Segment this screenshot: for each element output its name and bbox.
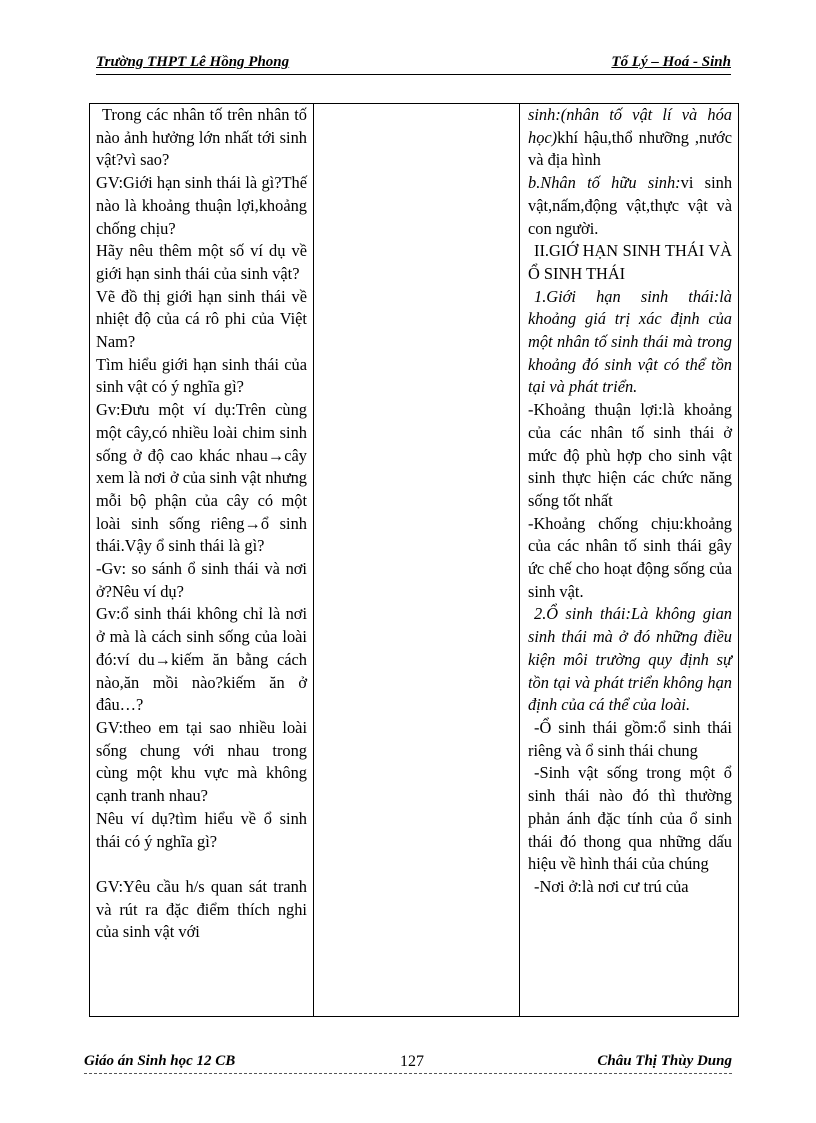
section-title: II.GIỚ HẠN SINH THÁI VÀ Ổ SINH THÁI xyxy=(528,241,732,283)
left-paragraph: GV:Yêu cầu h/s quan sát tranh và rút ra đặc điểm thích nghi của sinh vật với xyxy=(96,876,307,942)
student-activity-column xyxy=(314,104,520,1017)
footer-author: Châu Thị Thùy Dung xyxy=(597,1053,732,1069)
content-column xyxy=(520,104,739,1017)
left-paragraph: Tìm hiểu giới hạn sinh thái của sinh vật có ý nghĩa gì? xyxy=(96,354,307,397)
right-paragraph: sinh:(nhân tố vật lí và hóa học)khí hậu,thổ nhưỡng ,nước và địa hình xyxy=(528,105,732,170)
left-paragraph: Trong các nhân tố trên nhân tố nào ảnh hưởng lớn nhất tới sinh vật?vì sao? xyxy=(96,105,307,170)
lesson-table xyxy=(89,103,739,1017)
footer-title: Giáo án Sinh học 12 CB xyxy=(84,1053,236,1069)
left-paragraph: Gv:ổ sinh thái không chỉ là nơi ở mà là cách sinh sống của loài đó:ví du→kiếm ăn bằng cách nào,ăn mồi nào?kiếm ăn ở đâu…? xyxy=(96,604,307,715)
left-paragraph: Nêu ví dụ?tìm hiểu về ổ sinh thái có ý nghĩa gì? xyxy=(96,808,307,851)
right-paragraph: 1.Giới hạn sinh thái:là khoảng giá trị xác định của một nhân tố sinh thái mà trong khoảng đó sinh vật có thể tồn tại và phát triển. xyxy=(528,286,732,397)
teacher-activity-column xyxy=(90,104,314,1017)
page-number: 127 xyxy=(400,1053,424,1070)
left-paragraph: Gv:Đưu một ví dụ:Trên cùng một cây,có nhiều loài chim sinh sống ở độ cao khác nhau→cây xem là nơi ở của sinh vật nhưng mỗi bộ phận của cây có một loài sinh sống riêng→ổ sinh thái.Vậy ổ sinh thái là gì? xyxy=(96,400,307,556)
left-paragraph: GV:theo em tại sao nhiều loài sống chung với nhau trong cùng một khu vực mà không cạnh tranh nhau? xyxy=(96,717,307,806)
left-paragraph: -Gv: so sánh ổ sinh thái và nơi ở?Nêu ví dụ? xyxy=(96,559,307,601)
left-paragraph: Hãy nêu thêm một số ví dụ về giới hạn sinh thái của sinh vật? xyxy=(96,241,307,283)
right-paragraph: -Khoảng chống chịu:khoảng của các nhân tố sinh thái gây ức chế cho hoạt động sống của sinh vật. xyxy=(528,513,732,601)
right-paragraph: b.Nhân tố hữu sinh:vi sinh vật,nấm,động vật,thực vật và con người. xyxy=(528,173,733,238)
right-paragraph: -Sinh vật sống trong một ổ sinh thái nào đó thì thường phản ánh đặc tính của ổ sinh thái đó thong qua những dấu hiệu về hình thái của chúng xyxy=(528,763,732,874)
right-paragraph: -Nơi ở:là nơi cư trú của xyxy=(534,876,689,896)
department-name: Tổ Lý – Hoá - Sinh xyxy=(611,54,731,70)
left-paragraph: Vẽ đồ thị giới hạn sinh thái về nhiệt độ của cá rô phi của Việt Nam? xyxy=(96,286,307,352)
right-paragraph: -Khoảng thuận lợi:là khoảng của các nhân tố sinh thái ở mức độ phù hợp cho sinh vật sinh thực hiện các chức năng sống tốt nhất xyxy=(528,400,732,510)
page-footer xyxy=(84,1053,732,1074)
right-paragraph: 2.Ổ sinh thái:Là không gian sinh thái mà ở đó những điều kiện môi trường quy định sự tồn tại và phát triển không hạn định của cá thể của loài. xyxy=(528,604,732,715)
blank-line xyxy=(96,853,307,876)
right-paragraph: -Ổ sinh thái gồm:ổ sinh thái riêng và ổ sinh thái chung xyxy=(528,717,732,760)
page-header xyxy=(96,52,731,75)
school-name: Trường THPT Lê Hồng Phong xyxy=(96,54,290,70)
left-paragraph: GV:Giới hạn sinh thái là gì?Thế nào là khoảng thuận lợi,khoảng chống chịu? xyxy=(96,173,307,238)
